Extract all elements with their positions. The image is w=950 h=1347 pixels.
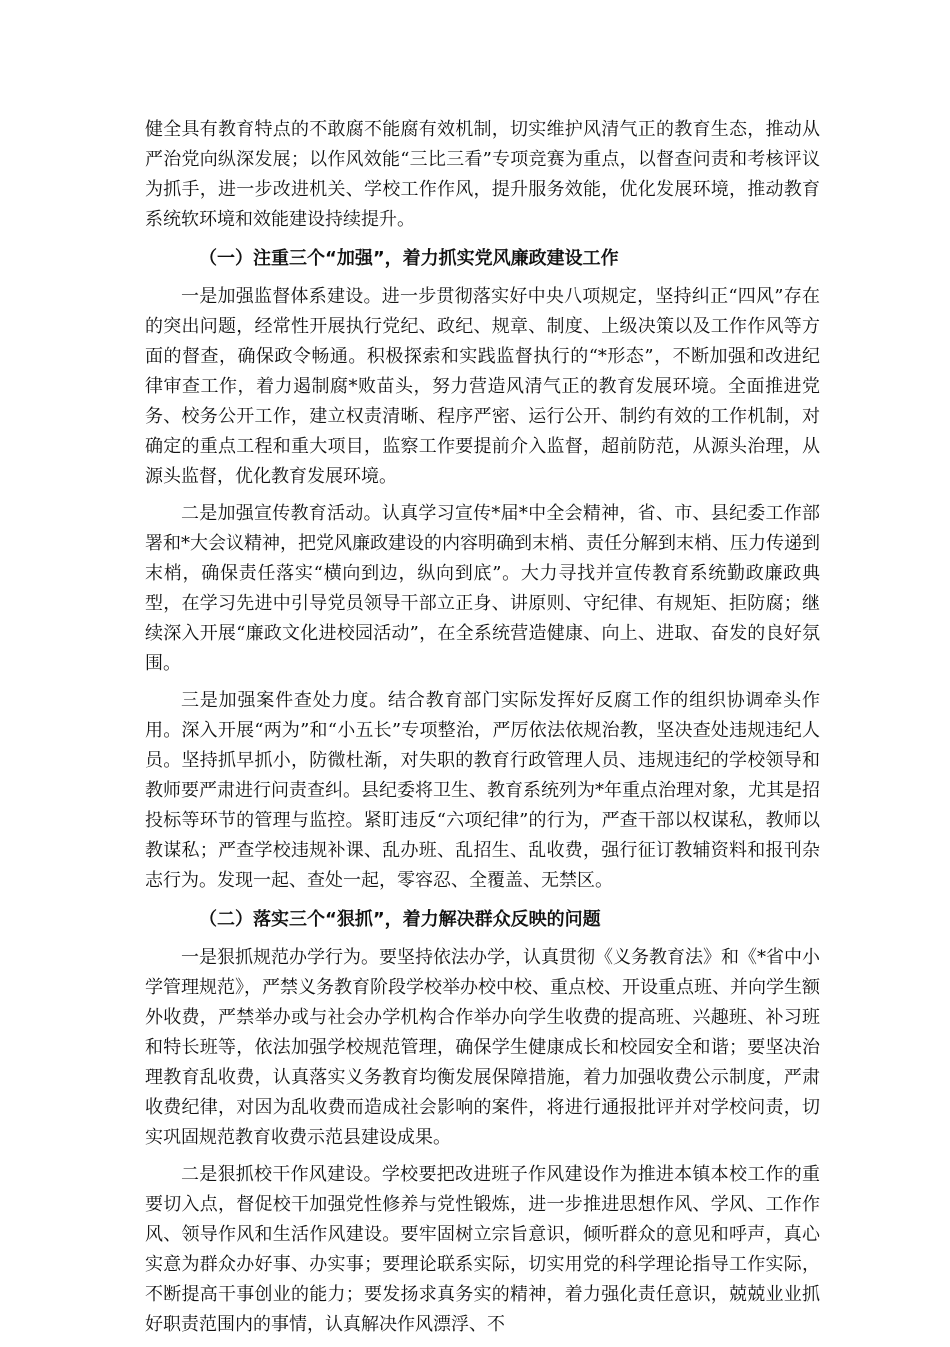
document-page <box>145 115 820 1347</box>
paragraph-publicity: 二是加强宣传教育活动。认真学习宣传*届*中全会精神，省、市、县纪委工作部署和*大会议精神，把党风廉政建设的内容明确到末梢、责任分解到末梢、压力传递到末梢，确保责任落实“横向到边，纵向到底”。大力寻找并宣传教育系统勤政廉政典型，在学习先进中引导党员领导干部立正身、讲原则、守纪律、有规矩、拒防腐；继续深入开展“廉政文化进校园活动”，在全系统营造健康、向上、进取、奋发的良好氛围。 <box>145 503 820 674</box>
paragraph-cadre-style: 二是狠抓校干作风建设。学校要把改进班子作风建设作为推进本镇本校工作的重要切入点，督促校干加强党性修养与党性锻炼，进一步推进思想作风、学风、工作作风、领导作风和生活作风建设。要牢固树立宗旨意识，倾听群众的意见和呼声，真心实意为群众办好事、办实事；要理论联系实际，切实用党的科学理论指导工作实际，不断提高干事创业的能力；要发扬求真务实的精神，着力强化责任意识，兢兢业业抓好职责范围内的事情，认真解决作风漂浮、不 <box>145 1164 820 1335</box>
paragraph-case-handling: 三是加强案件查处力度。结合教育部门实际发挥好反腐工作的组织协调牵头作用。深入开展“两为”和“小五长”专项整治，严厉依法依规治教，坚决查处违规违纪人员。坚持抓早抓小，防微杜渐，对失职的教育行政管理人员、违规违纪的学校领导和教师要严肃进行问责查纠。县纪委将卫生、教育系统列为*年重点治理对象，尤其是招投标等环节的管理与监控。紧盯违反“六项纪律”的行为，严查干部以权谋私，教师以教谋私；严查学校违规补课、乱办班、乱招生、乱收费，强行征订教辅资料和报刊杂志行为。发现一起、查处一起，零容忍、全覆盖、无禁区。 <box>145 690 820 891</box>
paragraph-intro: 健全具有教育特点的不敢腐不能腐有效机制，切实维护风清气正的教育生态，推动从严治党向纵深发展；以作风效能“三比三看”专项竞赛为重点，以督查问责和考核评议为抓手，进一步改进机关、学校工作作风，提升服务效能，优化发展环境，推动教育系统软环境和效能建设持续提升。 <box>145 119 820 230</box>
paragraph-school-regulation: 一是狠抓规范办学行为。要坚持依法办学，认真贯彻《义务教育法》和《*省中小学管理规范》，严禁义务教育阶段学校举办校中校、重点校、开设重点班、并向学生额外收费，严禁举办或与社会办学机构合作举办向学生收费的提高班、兴趣班、补习班和特长班等，依法加强学校规范管理，确保学生健康成长和校园安全和谐；要坚决治理教育乱收费，认真落实义务教育均衡发展保障措施，着力加强收费公示制度，严肃收费纪律，对因为乱收费而造成社会影响的案件，将进行通报批评并对学校问责，切实巩固规范教育收费示范县建设成果。 <box>145 947 820 1148</box>
section-heading-2: （二）落实三个“狠抓”，着力解决群众反映的问题 <box>199 909 601 930</box>
section-heading-1: （一）注重三个“加强”，着力抓实党风廉政建设工作 <box>199 248 619 269</box>
paragraph-supervision: 一是加强监督体系建设。进一步贯彻落实好中央八项规定，坚持纠正“四风”存在的突出问题，经常性开展执行党纪、政纪、规章、制度、上级决策以及工作作风等方面的督查，确保政令畅通。积极探索和实践监督执行的“*形态”，不断加强和改进纪律审查工作，着力遏制腐*败苗头，努力营造风清气正的教育发展环境。全面推进党务、校务公开工作，建立权责清晰、程序严密、运行公开、制约有效的工作机制，对确定的重点工程和重大项目，监察工作要提前介入监督，超前防范，从源头治理，从源头监督，优化教育发展环境。 <box>145 286 820 487</box>
